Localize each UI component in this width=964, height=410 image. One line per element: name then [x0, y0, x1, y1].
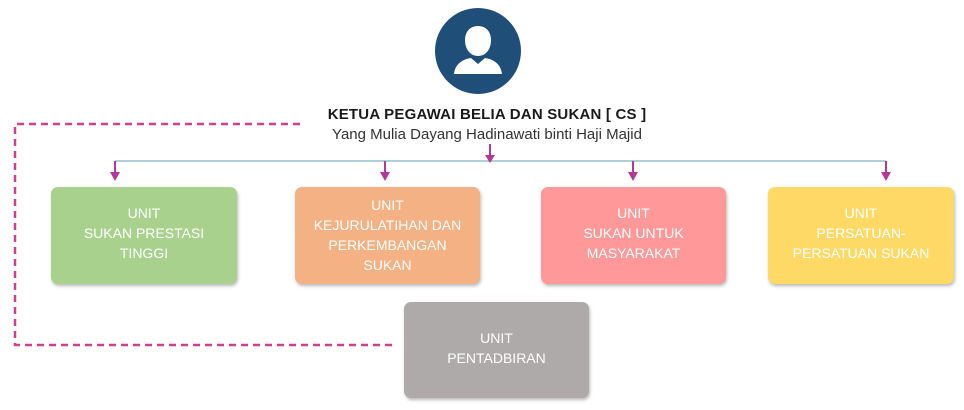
unit-sukan-untuk-masyarakat	[541, 187, 726, 284]
arrow-unit-4-tip	[881, 172, 891, 181]
unit-label-line: PERSATUAN-	[816, 225, 906, 241]
unit-pentadbiran	[404, 302, 589, 398]
unit-label-line: PERSATUAN SUKAN	[792, 245, 930, 261]
arrow-unit-1-tip	[110, 172, 120, 181]
unit-label-line: SUKAN PRESTASI	[83, 225, 205, 241]
person-icon	[435, 8, 521, 94]
head-arrow-tip	[485, 155, 495, 163]
unit-label-line: PENTADBIRAN	[447, 350, 546, 366]
unit-label-line: UNIT	[371, 197, 404, 213]
unit-label-line: KEJURULATIHAN DAN	[313, 217, 462, 233]
unit-label-line: PERKEMBANGAN	[328, 237, 447, 253]
head-name: Yang Mulia Dayang Hadinawati binti Haji Majid	[332, 126, 642, 143]
unit-label-line: TINGGI	[119, 245, 169, 261]
arrow-unit-3-tip	[628, 172, 638, 181]
head-title: KETUA PEGAWAI BELIA DAN SUKAN [ CS ]	[327, 106, 647, 123]
unit-persatuan-persatuan-sukan	[768, 187, 954, 284]
unit-label-line: SUKAN UNTUK	[583, 225, 684, 241]
unit-label-line: UNIT	[480, 330, 513, 346]
unit-label-line: MASYARAKAT	[586, 245, 681, 261]
unit-label-line: UNIT	[127, 205, 161, 221]
unit-sukan-prestasi-tinggi	[51, 187, 237, 284]
unit-label-line: UNIT	[617, 205, 650, 221]
unit-label-line: SUKAN	[363, 257, 412, 273]
unit-kejurulatihan-dan-perkembangan-sukan	[295, 187, 480, 284]
arrow-unit-2-tip	[380, 172, 390, 181]
unit-label-line: UNIT	[844, 205, 878, 221]
